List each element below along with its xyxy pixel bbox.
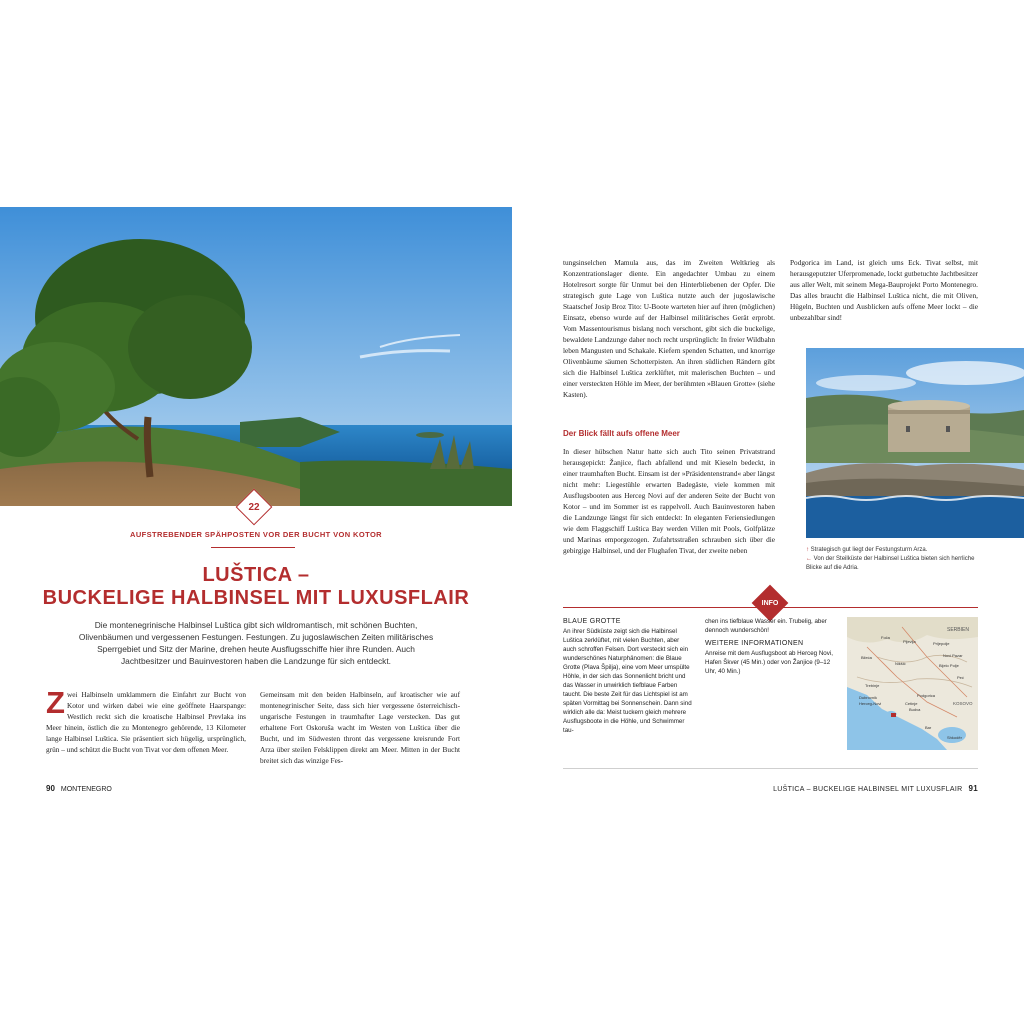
caption-2: Von der Steilküste der Halbinsel Luštica bieten sich herrliche Blicke auf die Adria. [806, 556, 975, 571]
subheading: Der Blick fällt aufs offene Meer [563, 429, 680, 438]
info-text-weitere: Anreise mit dem Ausflugsboot ab Herceg Novi, Hafen Škver (45 Min.) oder von Žanjice (9–12 Uhr, 40 Min.) [705, 650, 833, 675]
map-label-trebinje: Trebinje [865, 683, 880, 688]
map-label-foca: Foča [881, 635, 890, 640]
article-number: 22 [248, 501, 260, 513]
map-label-bar: Bar [925, 725, 932, 730]
map-label-budva: Budva [909, 707, 921, 712]
body-column-1-text: wei Halbinseln umklammern die Einfahrt zur Bucht von Kotor und wirken dabei wie eine geöffnete Haarspange: Westlich reckt sich die kroatische Halbinsel Prevlaka ins Meer hinein, östlich die zu Montenegro gehörende, 13 Kilometer lange Halbinsel Luštica. Sie präsentiert sich hügelig, ursprünglich, grün – und schützt die Bucht von Tivat vor dem offenen Meer. [46, 690, 246, 754]
caption-arrow-up-icon: ↑ [806, 547, 809, 553]
info-box-bottom-rule [563, 768, 978, 769]
kicker: AUFSTREBENDER SPÄHPOSTEN VOR DER BUCHT VON KOTOR [130, 530, 382, 539]
caption-1: Strategisch gut liegt der Festungsturm Arza. [810, 547, 928, 553]
title-line-2: BUCKELIGE HALBINSEL MIT LUXUSFLAIR [42, 587, 470, 609]
dropcap: Z [46, 685, 65, 720]
body-column-3b: In dieser hübschen Natur hatte sich auch Tito seinen Privatstrand herausgepickt: Žanjice, flach abfallend und mit Kieseln bedeckt, in einer traumhaften Bucht. Einsam ist der »Präsidentenstrand« aber längst nicht mehr: Liegestühle erwarten Badegäste, viele kommen mit Ausflugsbooten aus Herceg Novi auf der anderen Seite der Bucht von Kotor – und im Sommer ist es rappelvoll. Auch Bauinvestoren haben die Landzunge längst für sich entdeckt: In eleganten Feriensiedlungen wie dem Flaggschiff Luštica Bay werden Villen mit Pools, Golfplätze und Marinas emporgezogen. Zufahrtsstraßen schrauben sich über die gebirgige Halbinsel, und der Flughafen Tivat, der zweite neben [563, 447, 775, 555]
info-text-blaue-grotte: An ihrer Südküste zeigt sich die Halbinsel Luštica zerklüftet, mit vielen Buchten, aber auch schroffen Felsen. Dort versteckt sich ein wunderschönes Naturphänomen: die Blaue Grotte (Plava Špilja), eine vom Meer umspülte Höhle, in der sich das Sonnenlicht bricht und das Wasser in unwirklich tiefblaue Farben taucht. Die beste Zeit für das Lichtspiel ist am späten Vormittag bei Sonnenschein. Dann sind wirklich alle da: Meist tuckern gleich mehrere Ausflugsboote in die Höhle, und Schwimmer tau- [563, 628, 692, 734]
info-text-continuation: chen ins tiefblaue Wasser ein. Trubelig, aber dennoch wunderschön! [705, 618, 827, 634]
map-label-pljevlja: Pljevlja [903, 639, 916, 644]
lead-paragraph: Die montenegrinische Halbinsel Luštica gibt sich wildromantisch, mit schönen Buchten, Olivenbäumen und vergessenen Festungen. Festungen. Zu jugoslawischen Zeiten militärisches Sperrgebiet und Sitz der Marine, drehen heute Ausflugsschiffe hier ihre Runden. Auch Jachtbesitzer und Bauinvestoren haben die Landzunge für sich entdeckt. [78, 620, 434, 666]
body-column-4: Podgorica im Land, ist gleich ums Eck. Tivat selbst, mit herausgeputzter Uferpromenade, lockt gutbetuchte Jachtbesitzer aus aller Welt, mit seinem Mega-Bauprojekt Porto Montenegro. Das alles braucht die Halbinsel Luštica nicht, die mit Oliven, Hügeln, Buchten und Ausblicken aufs offene Meer lockt – die unbezahlbar sind! [790, 258, 978, 322]
info-badge [752, 585, 789, 622]
map-label-shkoder: Shkodër [947, 735, 962, 740]
kicker-rule [211, 547, 295, 548]
caption-arrow-left-icon: ← [806, 556, 812, 562]
body-column-3: tungsinselchen Mamula aus, das im Zweiten Weltkrieg als Konzentrationslager diente. Ein angedachter Umbau zu einem Hotelresort sorgte für Unmut bei den Hinterbliebenen der Opfer. Die strategisch gute Lage von Luštica nutzte auch der jugoslawische Staatschef Josip Broz Tito: U-Boote warteten hier auf ihren (möglichen) Einsatz, ebenso wurde auf der Halbinsel militärisches Gerät erprobt. Vom Massentourismus bislang noch verschont, gibt sich die buckelige, bewaldete Landzunge daher noch recht ursprünglich: In freier Wildbahn leben Mangusten und Schakale. Kiefern spenden Schatten, und knorrige Olivenbäume säumen Schotterpisten. An ihren südlichen Rändern gibt sich die Halbinsel Luštica zerklüftet, mit malerischen Buchten – und einer versteckten Höhle im Meer, der berühmten »Blauen Grotte« (siehe Kasten). [563, 258, 775, 399]
info-column-2 [705, 617, 835, 676]
map-label-bileca: Bileća [861, 655, 872, 660]
title-line-1: LUŠTICA – [202, 564, 310, 586]
article-title [0, 564, 512, 610]
map-label-niksic: Nikšić [895, 661, 906, 666]
info-column-1 [563, 617, 693, 735]
map-label-pec: Peć [957, 675, 964, 680]
folio-left [46, 784, 112, 793]
map-label-novi-pazar: Novi Pazar [943, 653, 963, 658]
map-label-cetinje: Cetinje [905, 701, 918, 706]
folio-right [773, 784, 978, 793]
map-label-kosovo: KOSOVO [953, 701, 973, 706]
info-heading-blaue-grotte: BLAUE GROTTE [563, 618, 621, 625]
page-number-right: 91 [968, 784, 978, 793]
map-label-herceg-novi: Herceg-Novi [859, 701, 882, 706]
page-number-left: 90 [46, 784, 55, 793]
map-label-bijelo-polje: Bijelo Polje [939, 663, 959, 668]
body-column-1 [46, 685, 246, 755]
photo-caption [806, 546, 976, 573]
folio-right-label: LUŠTICA – BUCKELIGE HALBINSEL MIT LUXUSFLAIR [773, 786, 963, 793]
folio-left-label: MONTENEGRO [60, 786, 112, 793]
map-label-prijepolje: Prijepolje [933, 641, 950, 646]
info-heading-weitere: WEITERE INFORMATIONEN [705, 640, 804, 647]
body-column-2: Gemeinsam mit den beiden Halbinseln, auf kroatischer wie auf montenegrinischer Seite, dass sich hier vergessene österreichisch-ungarische Festungen in traumhafter Lage verstecken. Das gut erhaltene Fort Oskoruša wacht im Westen von Luštica über die Bucht, und im Südwesten thront das vergessene kreisrunde Fort Arza über steilen Felsklippen direkt am Meer. Mitten in der Bucht breitet sich das winzige Fes- [260, 690, 460, 765]
map-label-dubrovnik: Dubrovnik [859, 695, 878, 700]
hero-photo-coast [0, 207, 512, 506]
info-label: INFO [761, 599, 779, 607]
region-map [847, 617, 978, 750]
map-label-serbien: SERBIEN [947, 627, 969, 633]
map-label-podgorica: Podgorica [917, 693, 936, 698]
photo-fort-arza [806, 348, 1024, 538]
